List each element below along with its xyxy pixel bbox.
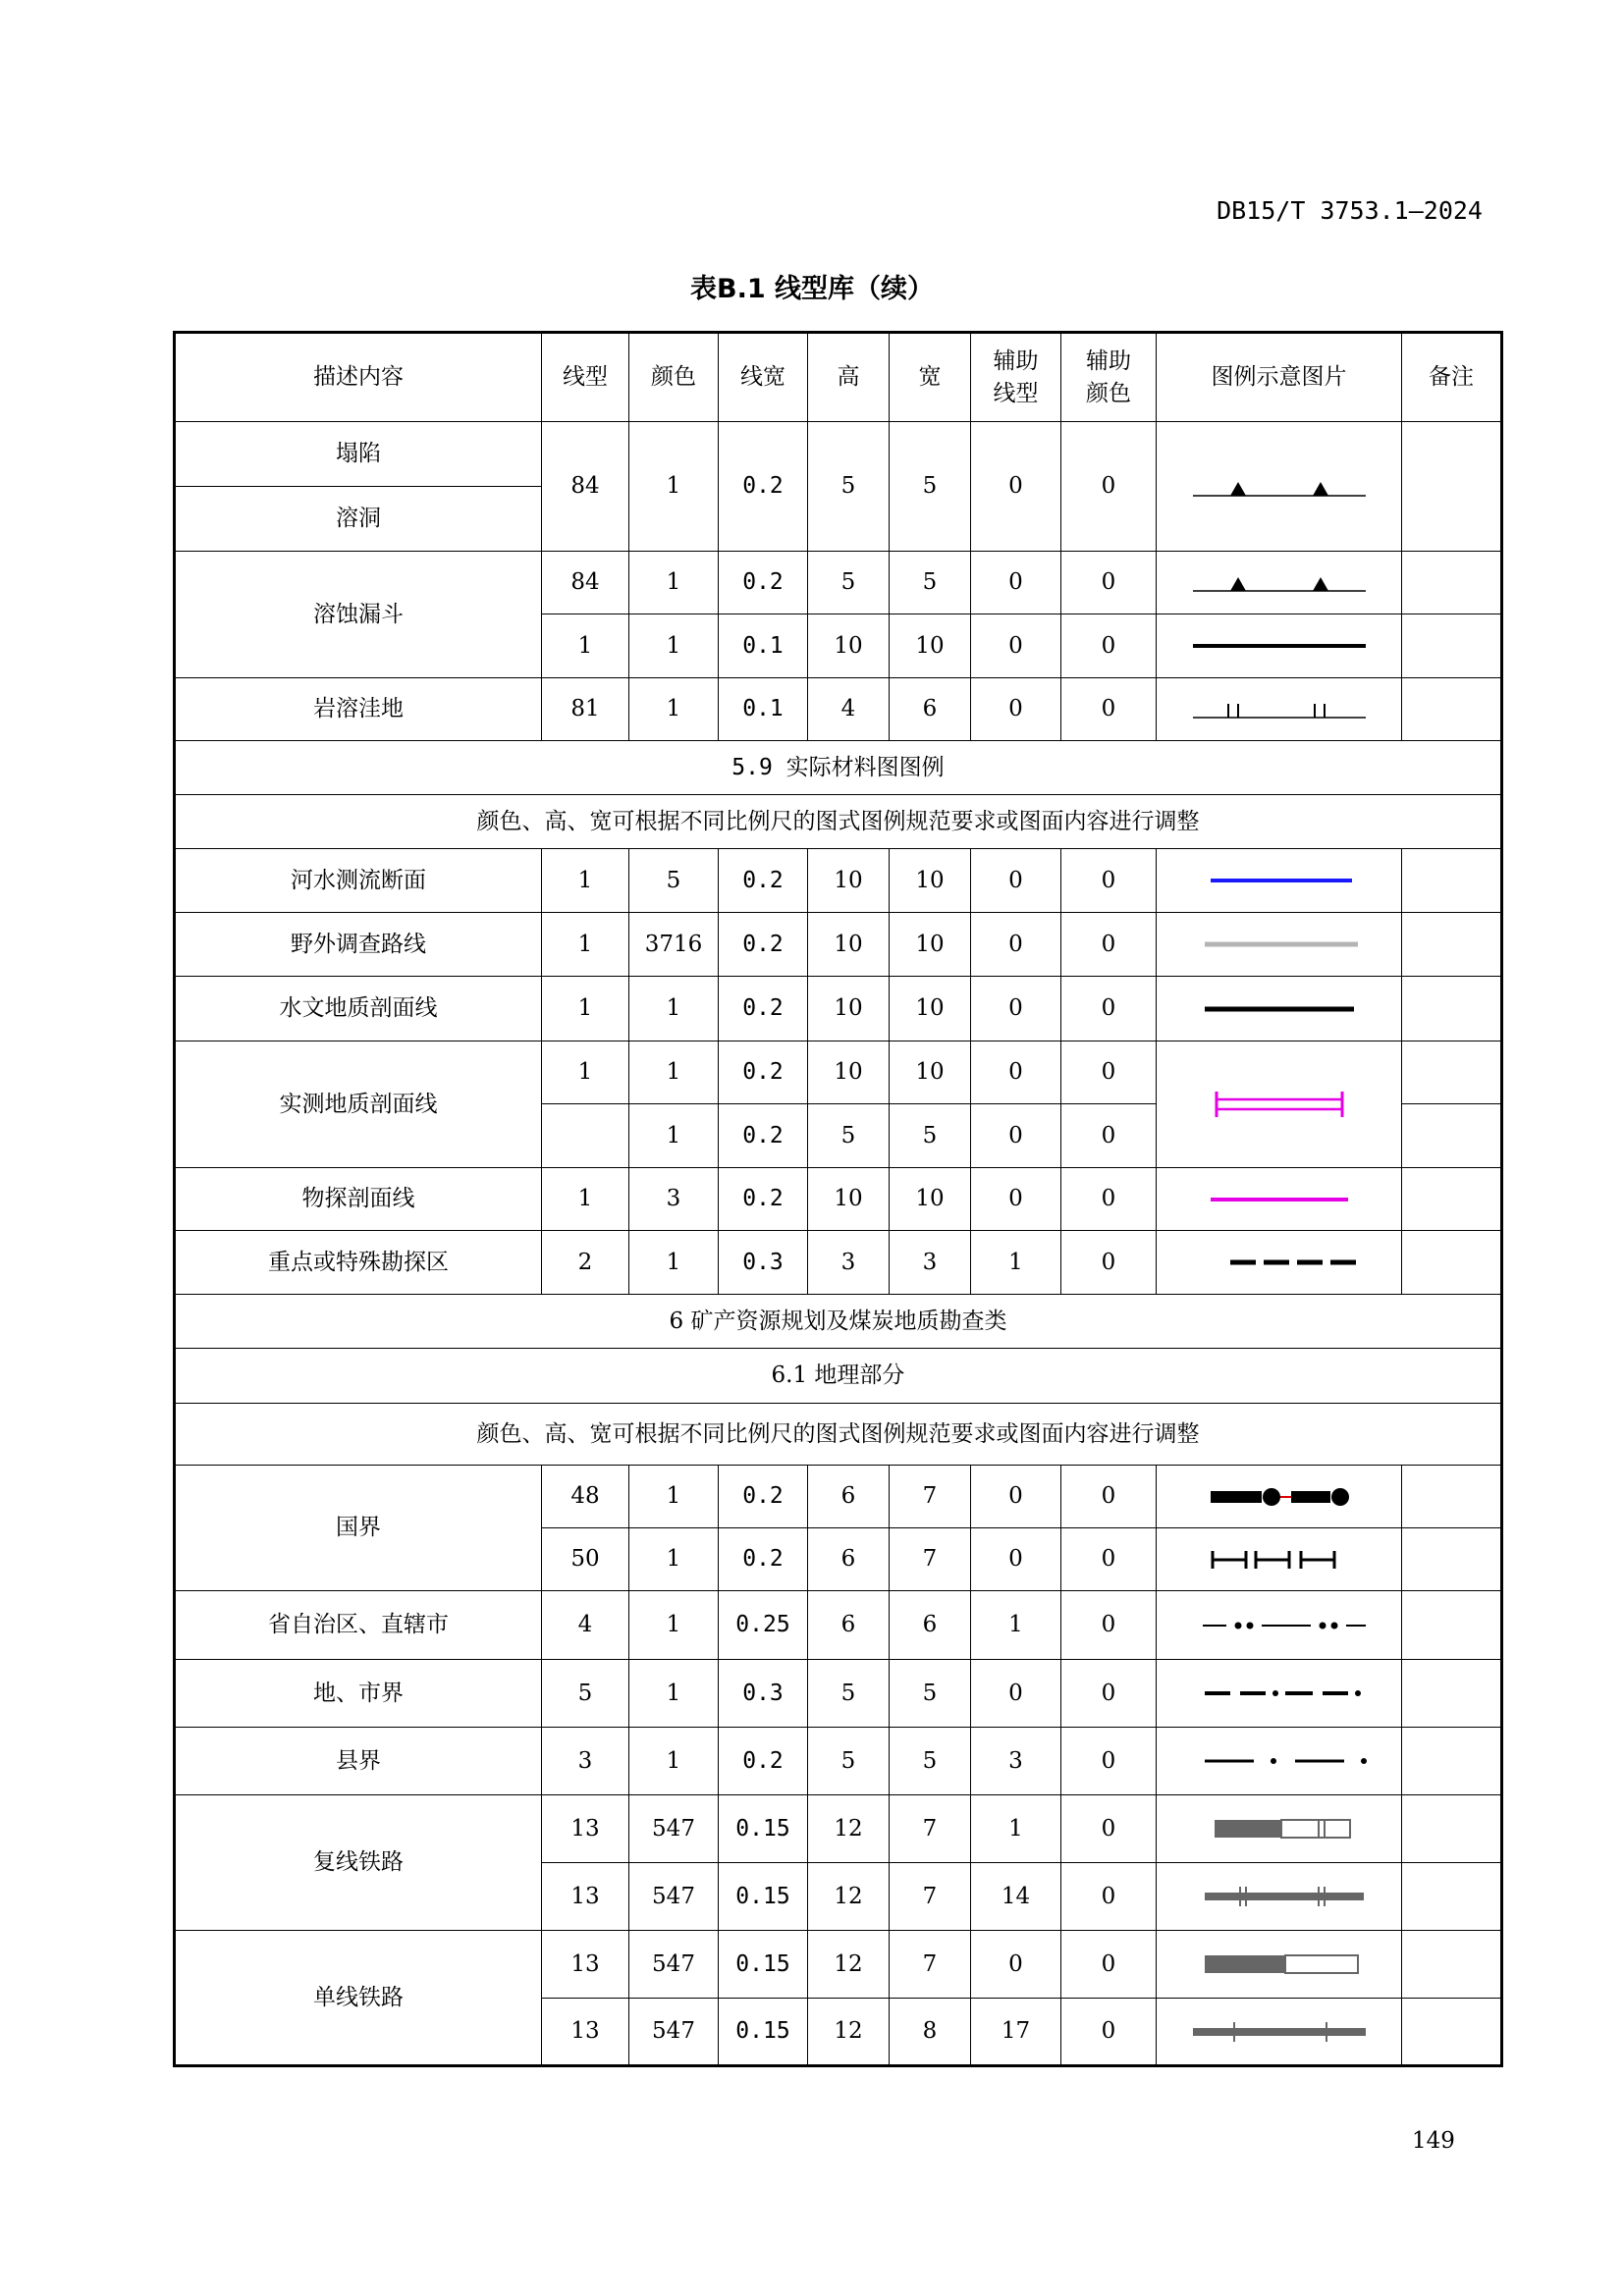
remarks-cell xyxy=(1402,1728,1502,1795)
color-cell: 1 xyxy=(629,678,719,741)
wd-cell: 5 xyxy=(890,1660,971,1728)
legend-cell xyxy=(1157,1660,1402,1728)
legend-cell xyxy=(1157,1528,1402,1591)
width-cell: 0.1 xyxy=(719,678,808,741)
aux-line-cell: 14 xyxy=(971,1863,1061,1931)
aux-color-cell: 0 xyxy=(1061,1931,1157,1999)
line-type-cell: 84 xyxy=(542,422,629,552)
page-number: 149 xyxy=(1412,2128,1455,2154)
single-railway-tick-symbol xyxy=(1191,2019,1368,2045)
prefecture-border-symbol xyxy=(1191,1686,1368,1700)
header-description: 描述内容 xyxy=(175,333,542,422)
province-border-symbol xyxy=(1191,1619,1368,1632)
table-row xyxy=(175,1660,1502,1728)
aux-color-cell: 0 xyxy=(1061,849,1157,913)
aux-color-cell: 0 xyxy=(1061,1466,1157,1528)
aux-color-cell: 0 xyxy=(1061,1660,1157,1728)
height-cell: 5 xyxy=(808,1660,890,1728)
width-cell: 0.2 xyxy=(719,1528,808,1591)
remarks-cell xyxy=(1402,1999,1502,2066)
height-cell: 10 xyxy=(808,1041,890,1104)
aux-line-cell: 1 xyxy=(971,1795,1061,1863)
line-type-cell: 1 xyxy=(542,849,629,913)
aux-line-cell: 17 xyxy=(971,1999,1061,2066)
aux-color-cell: 0 xyxy=(1061,1528,1157,1591)
wd-cell: 10 xyxy=(890,614,971,678)
table-row xyxy=(175,977,1502,1041)
table-row xyxy=(175,849,1502,913)
table-row xyxy=(175,1041,1502,1104)
table-row xyxy=(175,1728,1502,1795)
table-row xyxy=(175,1168,1502,1231)
aux-color-cell: 0 xyxy=(1061,1728,1157,1795)
line-type-table xyxy=(173,331,1503,2067)
aux-color-cell: 0 xyxy=(1061,614,1157,678)
aux-line-cell: 0 xyxy=(971,422,1061,552)
height-cell: 5 xyxy=(808,1728,890,1795)
aux-line-cell: 0 xyxy=(971,1660,1061,1728)
header-legend-image: 图例示意图片 xyxy=(1157,333,1402,422)
remarks-cell xyxy=(1402,1863,1502,1931)
table-row xyxy=(175,1231,1502,1295)
line-type-cell: 13 xyxy=(542,1863,629,1931)
height-cell: 12 xyxy=(808,1931,890,1999)
aux-line-cell: 1 xyxy=(971,1231,1061,1295)
header-line-width: 线宽 xyxy=(719,333,808,422)
aux-color-cell: 0 xyxy=(1061,552,1157,614)
height-cell: 5 xyxy=(808,552,890,614)
legend-cell xyxy=(1157,849,1402,913)
aux-color-cell: 0 xyxy=(1061,913,1157,977)
section-6-1-title: 6.1 地理部分 xyxy=(175,1349,1502,1404)
line-type-cell: 3 xyxy=(542,1728,629,1795)
line-type-cell: 1 xyxy=(542,977,629,1041)
wd-cell: 7 xyxy=(890,1795,971,1863)
adjustment-note: 颜色、高、宽可根据不同比例尺的图式图例规范要求或图面内容进行调整 xyxy=(175,1404,1502,1466)
legend-cell xyxy=(1157,1466,1402,1528)
aux-line-cell: 0 xyxy=(971,977,1061,1041)
section-6-title: 6 矿产资源规划及煤炭地质勘查类 xyxy=(175,1295,1502,1349)
tick-line-symbol xyxy=(1191,696,1368,723)
height-cell: 10 xyxy=(808,849,890,913)
wd-cell: 8 xyxy=(890,1999,971,2066)
width-cell: 0.2 xyxy=(719,552,808,614)
height-cell: 3 xyxy=(808,1231,890,1295)
description-cell: 河水测流断面 xyxy=(175,849,542,913)
color-cell: 1 xyxy=(629,1041,719,1104)
aux-color-cell: 0 xyxy=(1061,1795,1157,1863)
color-cell: 1 xyxy=(629,1728,719,1795)
line-type-cell: 1 xyxy=(542,1168,629,1231)
line-type-cell: 13 xyxy=(542,1931,629,1999)
description-cell: 地、市界 xyxy=(175,1660,542,1728)
section-row xyxy=(175,1295,1502,1349)
remarks-cell xyxy=(1402,1041,1502,1104)
wd-cell: 7 xyxy=(890,1528,971,1591)
remarks-cell xyxy=(1402,422,1502,552)
national-border-alt-symbol xyxy=(1191,1547,1368,1573)
line-type-cell: 48 xyxy=(542,1466,629,1528)
color-cell: 1 xyxy=(629,1660,719,1728)
wd-cell: 3 xyxy=(890,1231,971,1295)
remarks-cell xyxy=(1402,1795,1502,1863)
wd-cell: 7 xyxy=(890,1931,971,1999)
height-cell: 5 xyxy=(808,422,890,552)
wd-cell: 10 xyxy=(890,849,971,913)
description-cell: 溶蚀漏斗 xyxy=(175,552,542,678)
legend-cell xyxy=(1157,1041,1402,1168)
section-row xyxy=(175,741,1502,795)
remarks-cell xyxy=(1402,1466,1502,1528)
description-cell: 岩溶洼地 xyxy=(175,678,542,741)
aux-line-cell: 0 xyxy=(971,614,1061,678)
aux-line-cell: 0 xyxy=(971,1168,1061,1231)
remarks-cell xyxy=(1402,552,1502,614)
color-cell: 547 xyxy=(629,1863,719,1931)
header-width: 宽 xyxy=(890,333,971,422)
aux-color-cell: 0 xyxy=(1061,422,1157,552)
line-type-cell: 84 xyxy=(542,552,629,614)
description-cell: 溶洞 xyxy=(175,487,542,552)
remarks-cell xyxy=(1402,1528,1502,1591)
section-row xyxy=(175,1349,1502,1404)
line-type-cell: 1 xyxy=(542,913,629,977)
aux-color-cell: 0 xyxy=(1061,977,1157,1041)
header-remarks: 备注 xyxy=(1402,333,1502,422)
wd-cell: 10 xyxy=(890,977,971,1041)
section-5-9-title: 5.9 实际材料图图例 xyxy=(175,741,1502,795)
remarks-cell xyxy=(1402,849,1502,913)
color-cell: 3 xyxy=(629,1168,719,1231)
note-row xyxy=(175,795,1502,849)
note-row xyxy=(175,1404,1502,1466)
color-cell: 1 xyxy=(629,614,719,678)
remarks-cell xyxy=(1402,1660,1502,1728)
table-row xyxy=(175,422,1502,487)
double-railway-symbol xyxy=(1191,1816,1368,1842)
description-cell: 物探剖面线 xyxy=(175,1168,542,1231)
remarks-cell xyxy=(1402,1104,1502,1168)
legend-cell xyxy=(1157,1591,1402,1660)
line-type-cell: 1 xyxy=(542,614,629,678)
width-cell: 0.15 xyxy=(719,1863,808,1931)
remarks-cell xyxy=(1402,1168,1502,1231)
line-type-cell: 13 xyxy=(542,1999,629,2066)
height-cell: 5 xyxy=(808,1104,890,1168)
legend-cell xyxy=(1157,678,1402,741)
color-cell: 1 xyxy=(629,1528,719,1591)
table-row xyxy=(175,913,1502,977)
description-cell: 县界 xyxy=(175,1728,542,1795)
remarks-cell xyxy=(1402,1931,1502,1999)
aux-color-cell: 0 xyxy=(1061,1999,1157,2066)
header-aux-line-type: 辅助 线型 xyxy=(971,333,1061,422)
legend-cell xyxy=(1157,1728,1402,1795)
header-aux-color: 辅助 颜色 xyxy=(1061,333,1157,422)
aux-color-cell: 0 xyxy=(1061,678,1157,741)
description-cell: 复线铁路 xyxy=(175,1795,542,1931)
description-cell: 国界 xyxy=(175,1466,542,1591)
wd-cell: 5 xyxy=(890,422,971,552)
color-cell: 547 xyxy=(629,1999,719,2066)
width-cell: 0.15 xyxy=(719,1999,808,2066)
black-line-symbol xyxy=(1191,1003,1368,1015)
county-border-symbol xyxy=(1191,1754,1368,1768)
single-railway-symbol xyxy=(1191,1951,1368,1977)
height-cell: 6 xyxy=(808,1591,890,1660)
line-type-cell: 4 xyxy=(542,1591,629,1660)
table-row xyxy=(175,1466,1502,1528)
national-border-symbol xyxy=(1191,1484,1368,1510)
aux-line-cell: 0 xyxy=(971,1931,1061,1999)
description-cell: 塌陷 xyxy=(175,422,542,487)
wd-cell: 5 xyxy=(890,1728,971,1795)
remarks-cell xyxy=(1402,1231,1502,1295)
description-cell: 水文地质剖面线 xyxy=(175,977,542,1041)
table-row xyxy=(175,552,1502,614)
aux-line-cell: 0 xyxy=(971,1041,1061,1104)
height-cell: 4 xyxy=(808,678,890,741)
width-cell: 0.25 xyxy=(719,1591,808,1660)
triangle-line-symbol xyxy=(1191,569,1368,597)
line-type-cell xyxy=(542,1104,629,1168)
triangle-line-symbol xyxy=(1191,472,1368,502)
wd-cell: 7 xyxy=(890,1863,971,1931)
width-cell: 0.2 xyxy=(719,1041,808,1104)
width-cell: 0.2 xyxy=(719,849,808,913)
remarks-cell xyxy=(1402,977,1502,1041)
color-cell: 3716 xyxy=(629,913,719,977)
wd-cell: 5 xyxy=(890,552,971,614)
aux-line-cell: 0 xyxy=(971,1104,1061,1168)
description-cell: 重点或特殊勘探区 xyxy=(175,1231,542,1295)
header-row xyxy=(175,333,1502,422)
dashed-line-symbol xyxy=(1191,1256,1368,1268)
legend-cell xyxy=(1157,1999,1402,2066)
magenta-section-line-symbol xyxy=(1191,1088,1368,1121)
color-cell: 1 xyxy=(629,1591,719,1660)
line-type-cell: 5 xyxy=(542,1660,629,1728)
legend-cell xyxy=(1157,1231,1402,1295)
width-cell: 0.2 xyxy=(719,1728,808,1795)
height-cell: 10 xyxy=(808,614,890,678)
description-cell: 实测地质剖面线 xyxy=(175,1041,542,1168)
header-height: 高 xyxy=(808,333,890,422)
magenta-line-symbol xyxy=(1191,1194,1368,1205)
color-cell: 5 xyxy=(629,849,719,913)
legend-cell xyxy=(1157,1168,1402,1231)
width-cell: 0.15 xyxy=(719,1931,808,1999)
aux-color-cell: 0 xyxy=(1061,1591,1157,1660)
height-cell: 6 xyxy=(808,1466,890,1528)
aux-line-cell: 0 xyxy=(971,1466,1061,1528)
wd-cell: 7 xyxy=(890,1466,971,1528)
double-railway-tick-symbol xyxy=(1191,1884,1368,1909)
gray-line-symbol xyxy=(1191,938,1368,950)
wd-cell: 10 xyxy=(890,1041,971,1104)
legend-cell xyxy=(1157,1931,1402,1999)
legend-cell xyxy=(1157,1863,1402,1931)
description-cell: 省自治区、直辖市 xyxy=(175,1591,542,1660)
aux-color-cell: 0 xyxy=(1061,1231,1157,1295)
aux-color-cell: 0 xyxy=(1061,1168,1157,1231)
description-cell: 单线铁路 xyxy=(175,1931,542,2066)
remarks-cell xyxy=(1402,678,1502,741)
aux-color-cell: 0 xyxy=(1061,1863,1157,1931)
legend-cell xyxy=(1157,422,1402,552)
width-cell: 0.2 xyxy=(719,1168,808,1231)
description-cell: 野外调查路线 xyxy=(175,913,542,977)
line-type-cell: 1 xyxy=(542,1041,629,1104)
width-cell: 0.2 xyxy=(719,1104,808,1168)
color-cell: 1 xyxy=(629,1104,719,1168)
remarks-cell xyxy=(1402,1591,1502,1660)
height-cell: 10 xyxy=(808,913,890,977)
line-type-cell: 50 xyxy=(542,1528,629,1591)
width-cell: 0.1 xyxy=(719,614,808,678)
width-cell: 0.2 xyxy=(719,977,808,1041)
remarks-cell xyxy=(1402,913,1502,977)
width-cell: 0.3 xyxy=(719,1660,808,1728)
aux-line-cell: 0 xyxy=(971,913,1061,977)
width-cell: 0.2 xyxy=(719,1466,808,1528)
adjustment-note: 颜色、高、宽可根据不同比例尺的图式图例规范要求或图面内容进行调整 xyxy=(175,795,1502,849)
table-row xyxy=(175,678,1502,741)
color-cell: 1 xyxy=(629,552,719,614)
wd-cell: 10 xyxy=(890,1168,971,1231)
aux-color-cell: 0 xyxy=(1061,1041,1157,1104)
wd-cell: 10 xyxy=(890,913,971,977)
legend-cell xyxy=(1157,1795,1402,1863)
width-cell: 0.3 xyxy=(719,1231,808,1295)
legend-cell xyxy=(1157,614,1402,678)
color-cell: 547 xyxy=(629,1931,719,1999)
aux-line-cell: 3 xyxy=(971,1728,1061,1795)
legend-cell xyxy=(1157,552,1402,614)
color-cell: 1 xyxy=(629,422,719,552)
legend-cell xyxy=(1157,913,1402,977)
remarks-cell xyxy=(1402,614,1502,678)
aux-line-cell: 0 xyxy=(971,552,1061,614)
wd-cell: 5 xyxy=(890,1104,971,1168)
height-cell: 10 xyxy=(808,977,890,1041)
line-type-cell: 13 xyxy=(542,1795,629,1863)
height-cell: 6 xyxy=(808,1528,890,1591)
height-cell: 12 xyxy=(808,1795,890,1863)
document-code: DB15/T 3753.1—2024 xyxy=(1217,196,1483,225)
aux-color-cell: 0 xyxy=(1061,1104,1157,1168)
height-cell: 12 xyxy=(808,1863,890,1931)
height-cell: 10 xyxy=(808,1168,890,1231)
table-row xyxy=(175,1591,1502,1660)
table-title: 表B.1 线型库（续） xyxy=(689,274,935,304)
width-cell: 0.2 xyxy=(719,913,808,977)
header-line-type: 线型 xyxy=(542,333,629,422)
line-type-cell: 2 xyxy=(542,1231,629,1295)
line-type-cell: 81 xyxy=(542,678,629,741)
solid-line-symbol xyxy=(1191,639,1368,653)
color-cell: 547 xyxy=(629,1795,719,1863)
table-row xyxy=(175,1931,1502,1999)
aux-line-cell: 0 xyxy=(971,1528,1061,1591)
aux-line-cell: 0 xyxy=(971,678,1061,741)
aux-line-cell: 0 xyxy=(971,849,1061,913)
blue-line-symbol xyxy=(1191,875,1368,886)
wd-cell: 6 xyxy=(890,678,971,741)
width-cell: 0.2 xyxy=(719,422,808,552)
color-cell: 1 xyxy=(629,1231,719,1295)
color-cell: 1 xyxy=(629,977,719,1041)
header-color: 颜色 xyxy=(629,333,719,422)
height-cell: 12 xyxy=(808,1999,890,2066)
table-row xyxy=(175,1795,1502,1863)
width-cell: 0.15 xyxy=(719,1795,808,1863)
aux-line-cell: 1 xyxy=(971,1591,1061,1660)
legend-cell xyxy=(1157,977,1402,1041)
wd-cell: 6 xyxy=(890,1591,971,1660)
color-cell: 1 xyxy=(629,1466,719,1528)
